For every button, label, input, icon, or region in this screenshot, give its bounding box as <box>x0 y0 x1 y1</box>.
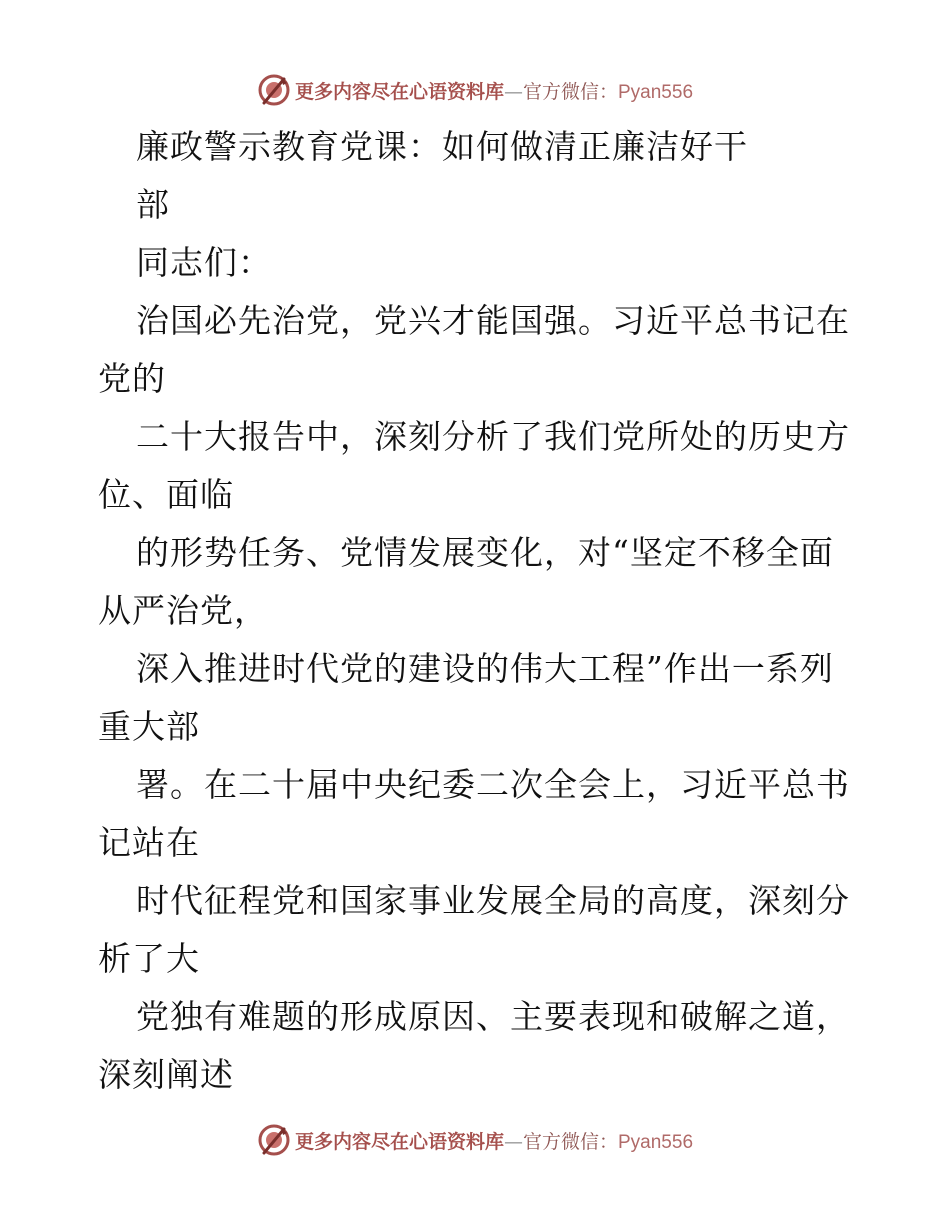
doc-paragraph-line: 记站在 <box>98 823 200 862</box>
banner-text <box>295 77 693 104</box>
banner-wechat-id: Pyan556 <box>618 1131 694 1153</box>
banner-separator: — <box>503 80 523 103</box>
doc-paragraph-line: 党独有难题的形成原因、主要表现和破解之道， <box>136 997 850 1036</box>
banner-wechat-label: 官方微信： <box>522 1130 618 1153</box>
doc-paragraph-line: 重大部 <box>98 707 200 746</box>
doc-paragraph-line: 时代征程党和国家事业发展全局的高度，深刻分 <box>136 881 850 920</box>
pen-circle-logo-icon <box>257 73 291 107</box>
doc-salutation: 同志们： <box>136 243 272 282</box>
banner-brand: 更多内容尽在心语资料库 <box>294 80 504 103</box>
pen-circle-logo-icon <box>257 1123 291 1157</box>
doc-paragraph-line: 署。在二十届中央纪委二次全会上，习近平总书 <box>136 765 850 804</box>
doc-title-line-1: 廉政警示教育党课：如何做清正廉洁好干 <box>136 127 748 166</box>
doc-paragraph-line: 析了大 <box>98 939 200 978</box>
doc-paragraph-line: 党的 <box>98 359 166 398</box>
doc-title-line-2: 部 <box>136 185 170 224</box>
document-body <box>98 118 858 1104</box>
doc-paragraph-line: 位、面临 <box>98 475 234 514</box>
doc-paragraph-line: 深刻阐述 <box>98 1055 234 1094</box>
banner-separator: — <box>503 1130 523 1153</box>
banner-text <box>295 1127 693 1154</box>
doc-paragraph-line: 的形势任务、党情发展变化，对“坚定不移全面 <box>136 533 834 572</box>
header-banner <box>0 70 950 110</box>
banner-wechat-id: Pyan556 <box>618 81 694 103</box>
doc-paragraph-line: 深入推进时代党的建设的伟大工程”作出一系列 <box>136 649 834 688</box>
footer-banner <box>0 1120 950 1160</box>
banner-brand: 更多内容尽在心语资料库 <box>294 1130 504 1153</box>
banner-wechat-label: 官方微信： <box>522 80 618 103</box>
doc-paragraph-line: 治国必先治党，党兴才能国强。习近平总书记在 <box>136 301 850 340</box>
doc-paragraph-line: 从严治党， <box>98 591 268 630</box>
doc-paragraph-line: 二十大报告中，深刻分析了我们党所处的历史方 <box>136 417 850 456</box>
